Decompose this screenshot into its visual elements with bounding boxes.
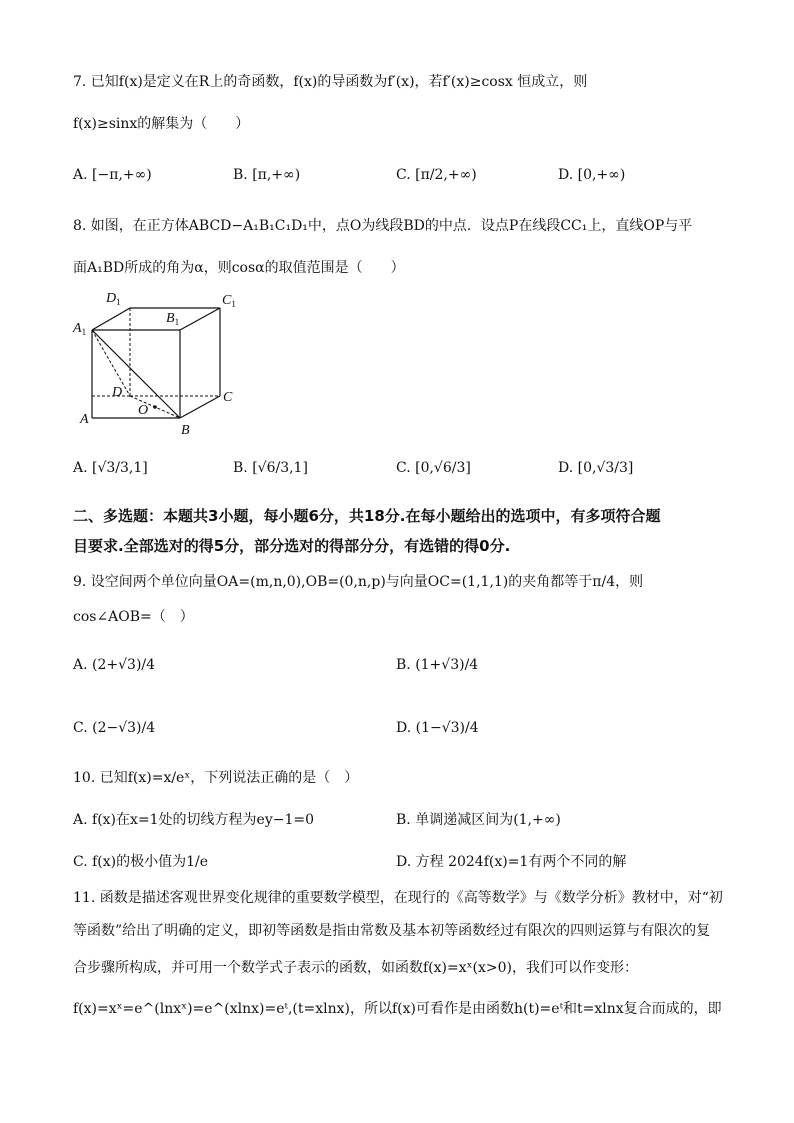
point-O (153, 405, 157, 409)
label-D: D (112, 385, 123, 400)
label-B: B (181, 423, 190, 438)
section2-heading-line1: 二、多选题：本题共3小题，每小题6分，共18分.在每小题给出的选项中，有多项符合题 (73, 507, 661, 525)
q7-option-b: B. [π,+∞) (233, 167, 301, 183)
q9-option-a: A. (2+√3)/4 (73, 657, 156, 673)
label-C1: $C_1$ (222, 293, 236, 309)
q9-stem-line1: 9. 设空间两个单位向量OA=(m,n,0),OB=(0,n,p)与向量OC=(1,1,1)的夹角都等于π/4，则 (73, 574, 644, 590)
q8-option-b: B. [√6/3,1] (233, 460, 308, 476)
q11-stem-line4: f(x)=xˣ=e^(lnxˣ)=e^(xlnx)=eᵗ,(t=xlnx)，所以f(x)可看作是由函数h(t)=eᵗ和t=xlnx复合而成的，即 (73, 1001, 722, 1017)
edge-BC (180, 396, 220, 418)
label-D1: $D_1$ (106, 291, 121, 307)
q10-option-a: A. f(x)在x=1处的切线方程为ey−1=0 (73, 812, 315, 828)
q8-option-c: C. [0,√6/3] (396, 460, 471, 476)
label-A1: $A_1$ (73, 321, 87, 337)
q9-option-b: B. (1+√3)/4 (396, 657, 479, 673)
q9-stem-line2: cos∠AOB=（ ） (73, 609, 194, 625)
q10-option-b: B. 单调递减区间为(1,+∞) (396, 812, 561, 828)
q9-option-c: C. (2−√3)/4 (73, 720, 156, 736)
q7-stem-line1: 7. 已知f(x)是定义在R上的奇函数，f(x)的导函数为f′(x)，若f′(x)≥cosx 恒成立，则 (73, 74, 588, 90)
q10-option-c: C. f(x)的极小值为1/e (73, 854, 209, 870)
q7-option-d: D. [0,+∞) (558, 167, 626, 183)
q11-stem-line3: 合步骤所构成，并可用一个数学式子表示的函数，如函数f(x)=xˣ(x>0)，我们可以作变形： (73, 960, 639, 976)
q11-stem-line1: 11. 函数是描述客观世界变化规律的重要数学模型，在现行的《高等数学》与《数学分析》教材中，对“初 (73, 890, 723, 906)
section2-heading-line2: 目要求.全部选对的得5分，部分选对的得部分分，有选错的得0分. (73, 537, 511, 555)
q8-option-a: A. [√3/3,1] (73, 460, 148, 476)
q8-stem-line2: 面A₁BD所成的角为α，则cosα的取值范围是（ ） (73, 260, 405, 276)
cube-diagram (70, 288, 250, 438)
edge-A1D1 (92, 308, 130, 330)
q8-option-d: D. [0,√3/3] (558, 460, 634, 476)
cube-figure (70, 288, 250, 438)
edge-B1C1 (180, 308, 220, 330)
label-C: C (223, 390, 233, 405)
q7-option-c: C. [π/2,+∞) (396, 167, 477, 183)
q9-option-d: D. (1−√3)/4 (396, 720, 479, 736)
q10-stem-line1: 10. 已知f(x)=x/eˣ，下列说法正确的是（ ） (73, 770, 359, 786)
q7-option-a: A. [−π,+∞) (73, 167, 152, 183)
label-B1: $B_1$ (166, 311, 180, 327)
edge-A1B (92, 330, 180, 418)
q11-stem-line2: 等函数”给出了明确的定义，即初等函数是指由常数及基本初等函数经过有限次的四则运算与有限次的复 (73, 923, 711, 939)
label-O: O (138, 403, 149, 418)
q10-option-d: D. 方程 2024f(x)=1有两个不同的解 (396, 854, 627, 870)
q7-stem-line2: f(x)≥sinx的解集为（ ） (73, 116, 250, 132)
q8-stem-line1: 8. 如图，在正方体ABCD−A₁B₁C₁D₁中，点O为线段BD的中点．设点P在线段CC₁上，直线OP与平 (73, 218, 693, 234)
label-A: A (80, 412, 89, 427)
